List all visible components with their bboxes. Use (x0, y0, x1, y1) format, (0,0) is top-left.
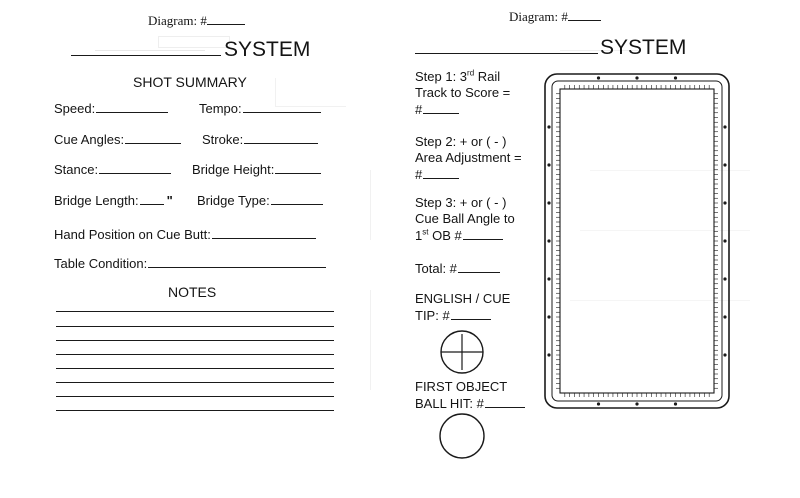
notes-line[interactable] (56, 340, 334, 341)
diamond-marker-icon (547, 201, 550, 204)
circle-icon[interactable] (437, 412, 489, 460)
step-1-answer[interactable] (415, 101, 510, 118)
step-1-hash: # (415, 102, 423, 117)
diamond-marker-icon (547, 353, 550, 356)
cue-tip-label: TIP: # (415, 308, 450, 323)
bridge-type-blank[interactable] (271, 192, 323, 205)
notes-line[interactable] (56, 326, 334, 327)
bridge-length-field[interactable] (54, 192, 173, 208)
diamond-marker-icon (723, 277, 726, 280)
step-1-line-1 (415, 69, 510, 85)
bridge-length-label: Bridge Length: (54, 193, 139, 208)
notes-heading: NOTES (168, 284, 217, 300)
speed-label: Speed: (54, 101, 96, 116)
diamond-marker-icon (547, 277, 550, 280)
diamond-markers (547, 76, 726, 405)
diamond-marker-icon (547, 163, 550, 166)
diamond-marker-icon (635, 76, 638, 79)
stance-label: Stance: (54, 162, 99, 177)
shot-summary-heading: SHOT SUMMARY (133, 74, 247, 90)
cue-tip-answer[interactable] (415, 307, 510, 324)
crosshair-circle-icon[interactable] (437, 329, 489, 375)
cue-angles-blank[interactable] (125, 131, 181, 144)
diamond-marker-icon (723, 353, 726, 356)
stance-field[interactable] (54, 161, 171, 177)
speed-field[interactable] (54, 100, 168, 116)
stroke-blank[interactable] (244, 131, 318, 144)
step-1-superscript: rd (467, 68, 475, 78)
step-1-blank[interactable] (423, 101, 459, 114)
notes-line[interactable] (56, 396, 334, 397)
notes-line[interactable] (56, 354, 334, 355)
notes-line[interactable] (56, 410, 334, 411)
diagram-number-blank[interactable] (568, 19, 601, 21)
table-condition-field[interactable] (54, 255, 326, 271)
diagram-label: Diagram: # (509, 9, 568, 24)
diamond-marker-icon (674, 76, 677, 79)
diamond-marker-icon (547, 239, 550, 242)
system-name-blank[interactable] (415, 52, 598, 54)
step-2-line-2: Area Adjustment = (415, 150, 522, 165)
bridge-type-label: Bridge Type: (197, 193, 270, 208)
bleed-through-mark (330, 170, 371, 240)
step-2-line-1: Step 2: + or ( - ) (415, 134, 507, 149)
system-name-field[interactable] (415, 36, 686, 60)
table-playing-surface[interactable] (560, 89, 714, 393)
notes-line[interactable] (56, 368, 334, 369)
stroke-label: Stroke: (202, 132, 244, 147)
step-2-blank[interactable] (423, 166, 459, 179)
step-3-ob-text: OB # (428, 228, 462, 243)
first-object-ball-field (415, 378, 525, 412)
table-rails (545, 74, 729, 408)
diamond-marker-icon (547, 315, 550, 318)
step-3-answer[interactable] (415, 227, 515, 244)
english-cue-tip-label: ENGLISH / CUE (415, 291, 511, 306)
step-1-text: Step 1: 3 (415, 69, 468, 84)
ball-hit-blank[interactable] (485, 395, 525, 408)
diamond-marker-icon (597, 76, 600, 79)
bridge-height-field[interactable] (192, 161, 321, 177)
cue-angles-label: Cue Angles: (54, 132, 125, 147)
diamond-marker-icon (674, 402, 677, 405)
diamond-marker-icon (597, 402, 600, 405)
diagram-number-blank[interactable] (207, 23, 245, 25)
system-label: SYSTEM (224, 38, 311, 61)
cue-angles-field[interactable] (54, 131, 181, 147)
diamond-marker-icon (723, 163, 726, 166)
diamond-marker-icon (723, 125, 726, 128)
step-3-block (415, 195, 515, 244)
diagram-number-field[interactable] (148, 13, 245, 29)
step-3-ordinal: 1 (415, 228, 423, 243)
diamond-marker-icon (723, 201, 726, 204)
total-label: Total: # (415, 261, 457, 276)
stance-blank[interactable] (99, 161, 171, 174)
step-3-line-1: Step 3: + or ( - ) (415, 195, 507, 210)
step-2-hash: # (415, 167, 423, 182)
english-cue-tip-field (415, 290, 510, 324)
bridge-length-blank[interactable] (140, 192, 164, 205)
bridge-type-field[interactable] (197, 192, 323, 208)
step-3-line-2: Cue Ball Angle to (415, 211, 515, 226)
step-3-blank[interactable] (463, 227, 503, 240)
bridge-height-label: Bridge Height: (192, 162, 275, 177)
hand-position-blank[interactable] (212, 226, 316, 239)
total-field[interactable] (415, 260, 500, 276)
diagram-number-field[interactable] (509, 9, 601, 25)
step-1-block (415, 69, 510, 118)
speed-blank[interactable] (96, 100, 168, 113)
table-condition-blank[interactable] (148, 255, 326, 268)
diamond-marker-icon (547, 125, 550, 128)
pool-table-diagram[interactable] (543, 72, 731, 410)
table-grid-ticks (556, 85, 718, 397)
step-2-answer[interactable] (415, 166, 522, 183)
table-condition-label: Table Condition: (54, 256, 148, 271)
hand-position-label: Hand Position on Cue Butt: (54, 227, 211, 242)
diagram-label: Diagram: # (148, 13, 207, 28)
ball-hit-label: BALL HIT: # (415, 396, 484, 411)
inch-mark: " (166, 193, 173, 208)
tempo-field[interactable] (199, 100, 321, 116)
tempo-blank[interactable] (243, 100, 321, 113)
system-label: SYSTEM (600, 36, 687, 59)
cue-tip-blank[interactable] (451, 307, 491, 320)
system-name-field[interactable] (71, 38, 310, 62)
ball-hit-answer[interactable] (415, 395, 525, 412)
bridge-height-blank[interactable] (275, 161, 321, 174)
tempo-label: Tempo: (199, 101, 242, 116)
notes-line[interactable] (56, 382, 334, 383)
step-1-rail-text: Rail (474, 69, 501, 84)
total-blank[interactable] (458, 260, 500, 273)
diamond-marker-icon (723, 315, 726, 318)
system-name-blank[interactable] (71, 54, 221, 56)
step-3-superscript: st (422, 227, 429, 237)
notes-line[interactable] (56, 311, 334, 312)
first-object-label: FIRST OBJECT (415, 379, 508, 394)
bleed-through-mark (330, 290, 371, 390)
hand-position-field[interactable] (54, 226, 316, 242)
diamond-marker-icon (635, 402, 638, 405)
stroke-field[interactable] (202, 131, 318, 147)
step-2-block (415, 134, 522, 183)
step-1-line-2: Track to Score = (415, 85, 511, 100)
diamond-marker-icon (723, 239, 726, 242)
